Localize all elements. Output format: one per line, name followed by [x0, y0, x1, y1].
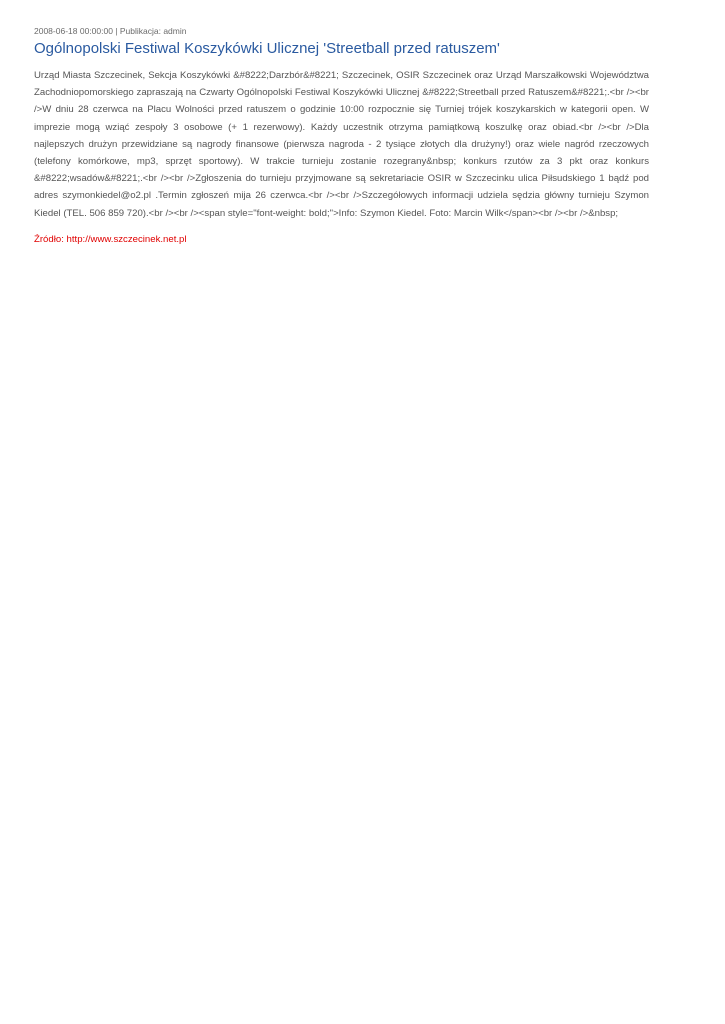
article	[34, 26, 649, 246]
source-line	[34, 233, 649, 246]
article-title: Ogólnopolski Festiwal Koszykówki Ulicznej 'Streetball przed ratuszem'	[34, 40, 500, 57]
source-label: Źródło:	[34, 233, 67, 245]
article-meta: 2008-06-18 00:00:00 | Publikacja: admin	[34, 26, 187, 36]
source-link[interactable]: http://www.szczecinek.net.pl	[66, 233, 187, 245]
article-body: Urząd Miasta Szczecinek, Sekcja Koszykówki &#8222;Darzbór&#8221; Szczecinek, OSIR Szczecinek oraz Urząd Marszałkowski Województwa Zachodniopomorskiego zapraszają na Czwarty Ogólnopolski Festiwal Koszykówki Ulicznej &#8222;Streetball przed Ratuszem&#8221;.<br /><br />W dniu 28 czerwca na Placu Wolności przed ratuszem o godzinie 10:00 rozpocznie się Turniej trójek koszykarskich w kategorii open. W imprezie mogą wziąć zespoły 3 osobowe (+ 1 rezerwowy). Każdy uczestnik otrzyma pamiątkową koszulkę oraz obiad.<br /><br />Dla najlepszych drużyn przewidziane są nagrody finansowe (pierwsza nagroda - 2 tysiące złotych dla drużyny!) oraz wiele nagród rzeczowych (telefony komórkowe, mp3, sprzęt sportowy). W trakcie turnieju zostanie rozegrany&nbsp; konkurs rzutów za 3 pkt oraz konkurs &#8222;wsadów&#8221;.<br /><br />Zgłoszenia do turnieju przyjmowane są sekretariacie OSIR w Szczecinku ulica Piłsudskiego 1 bądź pod adres szymonkiedel@o2.pl .Termin zgłoszeń mija 26 czerwca.<br /><br />Szczegółowych informacji udziela sędzia główny turnieju Szymon Kiedel (TEL. 506 859 720).<br /><br /><span style="font-weight: bold;">Info: Szymon Kiedel. Foto: Marcin Wilk</span><br /><br />&nbsp;	[34, 70, 649, 219]
